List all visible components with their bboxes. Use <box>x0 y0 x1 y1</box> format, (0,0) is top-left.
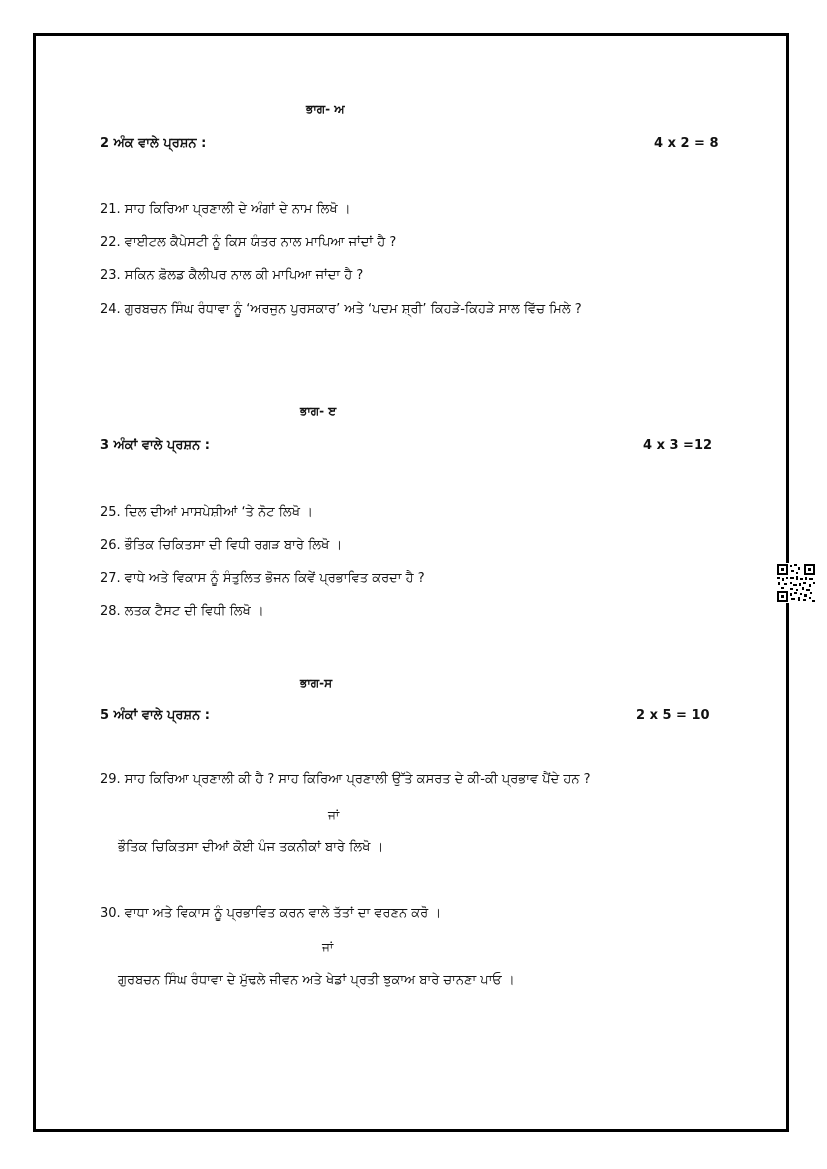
section-b-heading: ਭਾਗ- ੲ <box>300 404 337 418</box>
section-c-marks-label: 5 ਅੰਕਾਂ ਵਾਲੇ ਪ੍ਰਸ਼ਨ : <box>100 708 210 723</box>
question-29-alternative: ਭੌਤਿਕ ਚਿਕਿਤਸਾ ਦੀਆਂ ਕੋਈ ਪੰਜ ਤਕਨੀਕਾਂ ਬਾਰੇ ਲਿਖੋ । <box>118 840 384 855</box>
section-a-heading: ਭਾਗ- ਅ <box>306 102 345 116</box>
section-a-marks-label: 2 ਅੰਕ ਵਾਲੇ ਪ੍ਰਸ਼ਨ : <box>100 136 207 151</box>
question-25: 25. ਦਿਲ ਦੀਆਂ ਮਾਸਪੇਸ਼ੀਆਂ ‘ਤੇ ਨੋਟ ਲਿਖੋ । <box>100 505 313 520</box>
question-30-alternative: ਗੁਰਬਚਨ ਸਿੰਘ ਰੰਧਾਵਾ ਦੇ ਮੁੱਢਲੇ ਜੀਵਨ ਅਤੇ ਖੇਡਾਂ ਪ੍ਰਤੀ ਝੁਕਾਅ ਬਾਰੇ ਚਾਨਣਾ ਪਾਓ । <box>118 973 515 988</box>
question-24: 24. ਗੁਰਬਚਨ ਸਿੰਘ ਰੰਧਾਵਾ ਨੂੰ ‘ਅਰਜੁਨ ਪੁਰਸਕਾਰ’ ਅਤੇ ‘ਪਦਮ ਸ਼੍ਰੀ’ ਕਿਹੜੇ-ਕਿਹੜੇ ਸਾਲ ਵਿੱਚ ਮਿਲੇ ? <box>100 302 582 317</box>
question-29: 29. ਸਾਹ ਕਿਰਿਆ ਪ੍ਰਣਾਲੀ ਕੀ ਹੈ ? ਸਾਹ ਕਿਰਿਆ ਪ੍ਰਣਾਲੀ ਉੱਤੇ ਕਸਰਤ ਦੇ ਕੀ-ਕੀ ਪ੍ਰਭਾਵ ਪੈਂਦੇ ਹਨ ? <box>100 772 591 787</box>
section-c-heading: ਭਾਗ-ਸ <box>300 676 333 690</box>
section-c-marks-calc: 2 x 5 = 10 <box>636 708 710 723</box>
question-26: 26. ਭੌਤਿਕ ਚਿਕਿਤਸਾ ਦੀ ਵਿਧੀ ਰਗੜ ਬਾਰੇ ਲਿਖੋ । <box>100 538 343 553</box>
question-29-or: ਜਾਂ <box>328 808 340 822</box>
question-21: 21. ਸਾਹ ਕਿਰਿਆ ਪ੍ਰਣਾਲੀ ਦੇ ਅੰਗਾਂ ਦੇ ਨਾਮ ਲਿਖੋ । <box>100 202 351 217</box>
section-a-marks-calc: 4 x 2 = 8 <box>654 136 719 151</box>
question-27: 27. ਵਾਧੇ ਅਤੇ ਵਿਕਾਸ ਨੂੰ ਸੰਤੁਲਿਤ ਭੋਜਨ ਕਿਵੇਂ ਪ੍ਰਭਾਵਿਤ ਕਰਦਾ ਹੈ ? <box>100 571 425 586</box>
section-b-marks-calc: 4 x 3 =12 <box>643 438 713 453</box>
question-28: 28. ਲਤਕ ਟੈਸਟ ਦੀ ਵਿਧੀ ਲਿਖੋ । <box>100 604 264 619</box>
question-30: 30. ਵਾਧਾ ਅਤੇ ਵਿਕਾਸ ਨੂੰ ਪ੍ਰਭਾਵਿਤ ਕਰਨ ਵਾਲੇ ਤੱਤਾਂ ਦਾ ਵਰਣਨ ਕਰੋ । <box>100 906 442 921</box>
question-23: 23. ਸਕਿਨ ਫ਼ੋਲਡ ਕੈਲੀਪਰ ਨਾਲ ਕੀ ਮਾਪਿਆ ਜਾਂਦਾ ਹੈ ? <box>100 268 364 283</box>
question-22: 22. ਵਾਈਟਲ ਕੈਪੇਸਟੀ ਨੂੰ ਕਿਸ ਯੰਤਰ ਨਾਲ ਮਾਪਿਆ ਜਾਂਦਾਂ ਹੈ ? <box>100 235 397 250</box>
question-30-or: ਜਾਂ <box>322 940 334 954</box>
section-b-marks-label: 3 ਅੰਕਾਂ ਵਾਲੇ ਪ੍ਰਸ਼ਨ : <box>100 438 210 453</box>
qr-code-icon <box>776 563 816 603</box>
